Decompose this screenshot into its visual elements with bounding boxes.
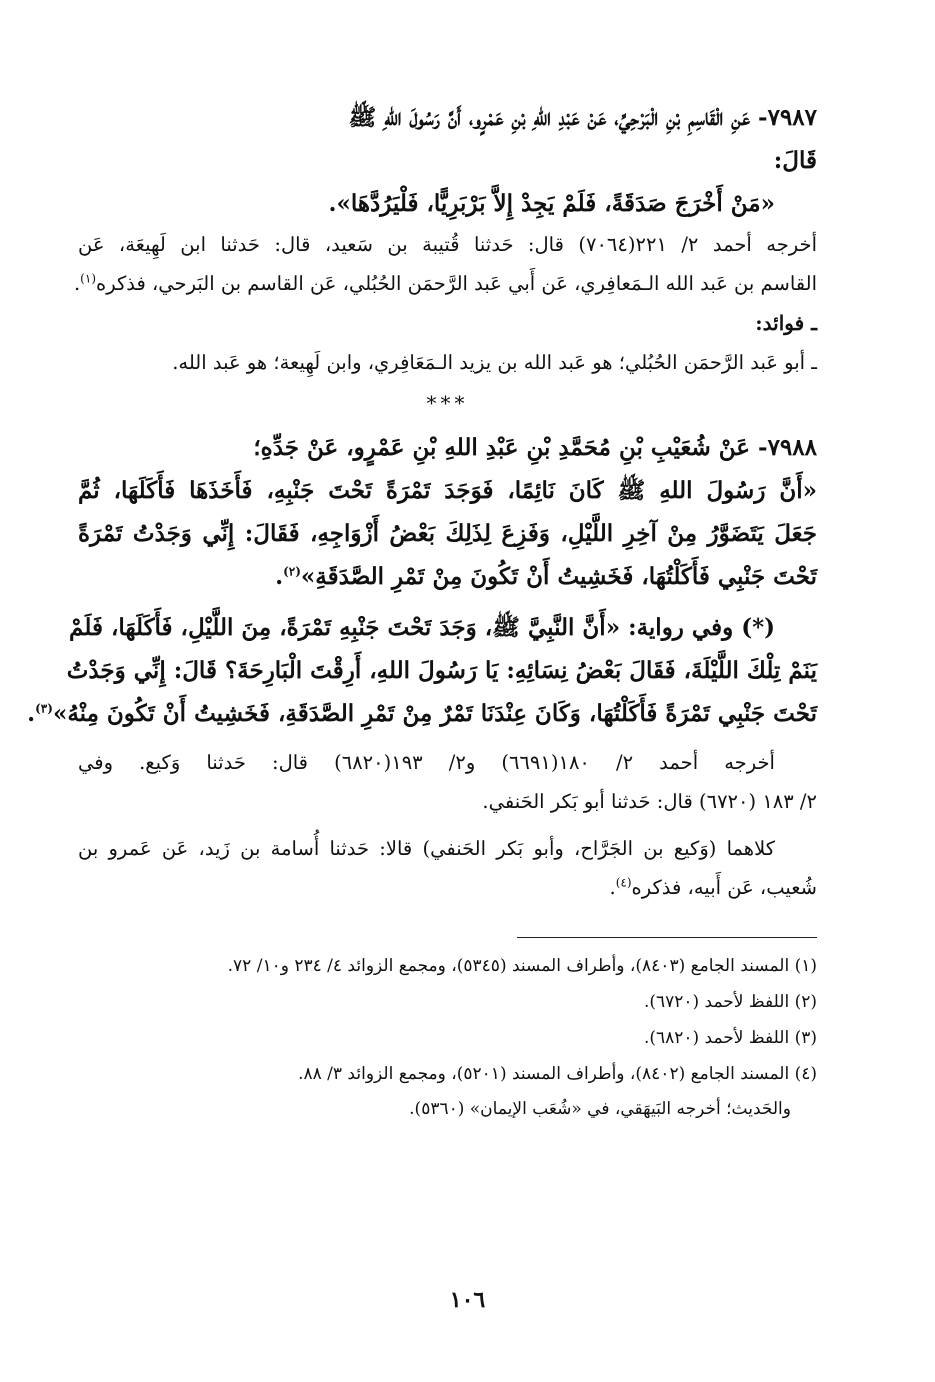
hadith-7988-text-line-3-end: . xyxy=(275,563,284,590)
riwaya-line-1: (*) وفي رواية: «أَنَّ النَّبِيَّ ﷺ، وَجَدَ تَحْتَ جَنْبِهِ تَمْرَةً، مِنَ اللَّيْلِ، فَأَكَلَهَا، فَلَمْ xyxy=(69,614,775,641)
fawaid-heading: ـ فوائد: xyxy=(755,311,817,335)
takhrij-7987-line-2-text: القاسم بن عَبد الله الـمَعافِري، عَن أَبي عَبد الرَّحمَن الحُبُلي، عَن القاسم بن البَرحي، فذكره xyxy=(96,272,817,295)
takhrij-7987-line-2-end: . xyxy=(73,272,81,295)
footnote-ref-1: (١) xyxy=(80,271,96,286)
riwaya-line-2: يَنَمْ تِلْكَ اللَّيْلَةَ، فَقَالَ بَعْضُ نِسَائِهِ: يَا رَسُولَ اللهِ، أَرِقْتَ الْبَارِحَةَ؟ قَالَ: إِنِّي وَجَدْتُ xyxy=(66,657,817,684)
takhrij-7987-line-1: أخرجه أحمد ٢/ ٢٢١(٧٠٦٤) قال: حَدثنا قُتيبة بن سَعيد، قال: حَدثنا ابن لَهِيعَة، عَن xyxy=(78,233,817,256)
hadith-7988-text-line-3 xyxy=(78,555,817,598)
document-page xyxy=(27,96,817,1342)
takhrij-7988-line-4 xyxy=(78,868,817,907)
takhrij-7988-line-4-text: شُعيب، عَن أَبيه، فذكره xyxy=(631,876,817,899)
takhrij-7988-line-1: أخرجه أحمد ٢/ ١٨٠(٦٦٩١) و٢/ ١٩٣(٦٨٢٠) قال: حَدثنا وَكيع. وفي xyxy=(78,751,775,774)
takhrij-7987-line-2 xyxy=(73,264,817,303)
footnote-1: (١) المسند الجامع (٨٤٠٣)، وأطراف المسند (٥٣٤٥)، ومجمع الزوائد ٤/ ٢٣٤ و١٠/ ٧٢. xyxy=(227,956,817,976)
takhrij-7988-line-4-end: . xyxy=(609,876,616,899)
hadith-7988-line-1: ٧٩٨٨- عَنْ شُعَيْبِ بْنِ مُحَمَّدِ بْنِ عَبْدِ اللهِ بْنِ عَمْرٍو، عَنْ جَدِّهِ؛ xyxy=(253,434,817,461)
riwaya-line-3-end: . xyxy=(27,700,36,727)
footnote-2: (٢) اللفظ لأحمد (٦٧٢٠). xyxy=(643,992,817,1012)
hadith-7987-text: «مَنْ أَخْرَجَ صَدَقَةً، فَلَمْ يَجِدْ إِلاَّ بَرْبَرِيًّا، فَلْيَرُدَّهَا». xyxy=(328,190,775,217)
takhrij-7988-line-2: ٢/ ١٨٣ (٦٧٢٠) قال: حَدثنا أبو بَكر الحَنفي. xyxy=(482,790,817,813)
footnote-4: (٤) المسند الجامع (٨٤٠٢)، وأطراف المسند (٥٢٠١)، ومجمع الزوائد ٣/ ٨٨. xyxy=(298,1064,817,1084)
hadith-7988-text-line-3-text: تَحْتَ جَنْبِي فَأَكَلْتُهَا، فَخَشِيتُ أَنْ تَكُونَ مِنْ تَمْرِ الصَّدَقَةِ» xyxy=(300,563,817,590)
footnote-3: (٣) اللفظ لأحمد (٦٨٢٠). xyxy=(643,1028,817,1048)
footnote-4-continuation: والحَديث؛ أخرجه البَيهَقي، في «شُعَب الإيمان» (٥٣٦٠). xyxy=(409,1099,791,1119)
hadith-7987-line-1: ٧٩٨٧- عَنِ الْقَاسِمِ بْنِ الْبَرْحِيِّ، عَنْ عَبْدِ اللهِ بْنِ عَمْرٍو، أَنَّ رَسُولَ اللهِ ﷺ xyxy=(348,104,817,131)
footnote-ref-2: (٢) xyxy=(283,564,301,579)
footnote-ref-4: (٤) xyxy=(615,875,632,890)
hadith-7988-text-line-1: «أَنَّ رَسُولَ اللهِ ﷺ كَانَ نَائِمًا، فَوَجَدَ تَمْرَةً تَحْتَ جَنْبِهِ، فَأَخَذَهَا فَأَكَلَهَا، ثُمَّ xyxy=(78,477,817,504)
footnote-divider xyxy=(517,937,817,938)
footnote-ref-3: (٣) xyxy=(35,701,53,716)
fawaid-line: ـ أبو عَبد الرَّحمَن الحُبُلي؛ هو عَبد الله بن يزيد الـمَعَافِري، وابن لَهِيعة؛ هو عَبد الله. xyxy=(172,351,817,374)
hadith-7988-text-line-2: جَعَلَ يَتَضَوَّرُ مِنْ آخِرِ اللَّيْلِ، وَفَزِعَ لِذَلِكَ بَعْضُ أَزْوَاجِهِ، فَقَالَ: إِنِّي وَجَدْتُ تَمْرَةً xyxy=(78,520,817,547)
section-separator: *** xyxy=(426,391,469,415)
takhrij-7988-line-3: كلاهما (وَكيع بن الجَرَّاح، وأبو بَكر الحَنفي) قالا: حَدثنا أُسامة بن زَيد، عَن عَمرو بن xyxy=(78,837,775,860)
riwaya-line-3 xyxy=(27,692,817,735)
riwaya-line-3-text: تَحْتَ جَنْبِي تَمْرَةً فَأَكَلْتُهَا، وَكَانَ عِنْدَنَا تَمْرٌ مِنْ تَمْرِ الصَّدَقَةِ، فَخَشِيتُ أَنْ تَكُونَ مِنْهُ» xyxy=(52,700,817,727)
page-number: ١٠٦ xyxy=(449,1287,486,1313)
hadith-7987-line-2: قَالَ: xyxy=(773,147,817,174)
